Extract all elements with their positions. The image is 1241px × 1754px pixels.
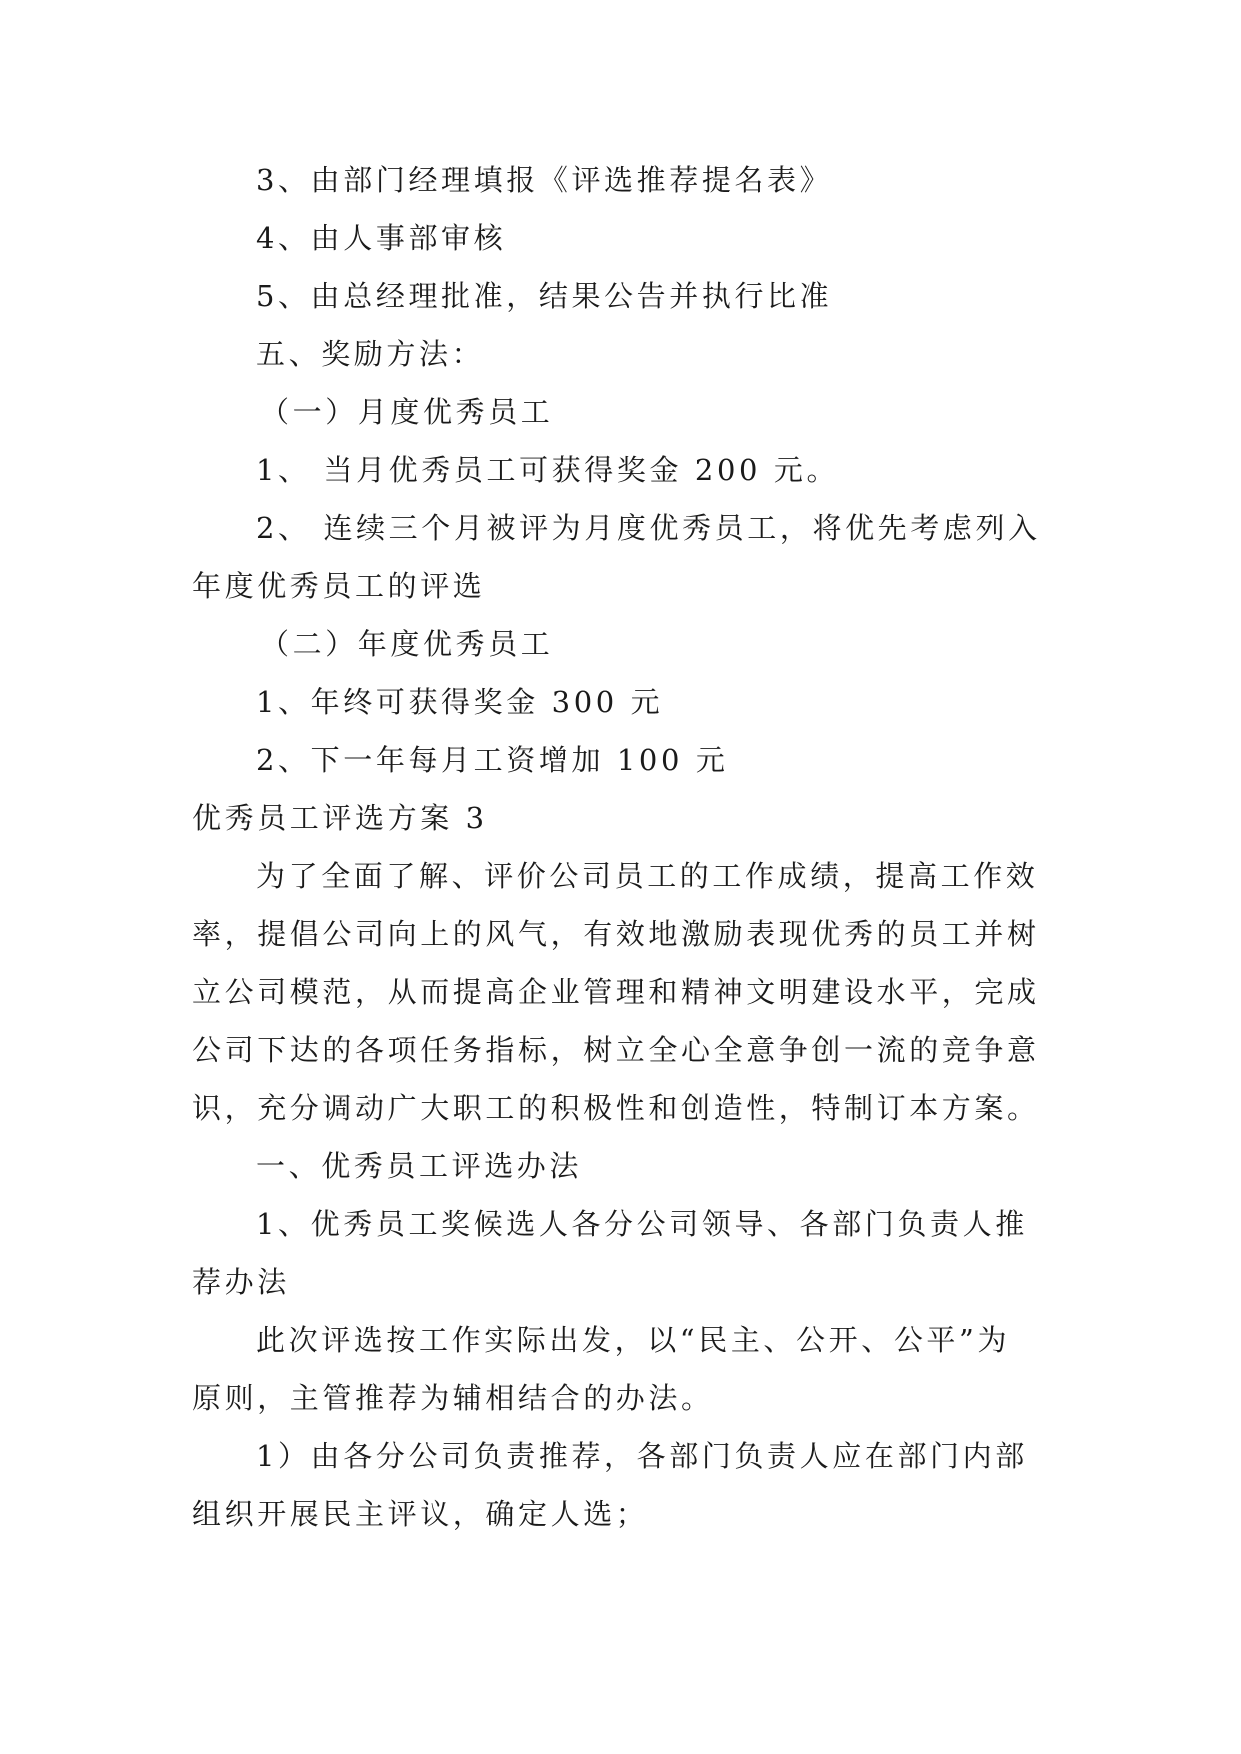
section-heading: 一、优秀员工评选办法 xyxy=(256,1149,583,1183)
text-line: 公司下达的各项任务指标，树立全心全意争创一流的竞争意 xyxy=(192,1033,1040,1067)
document-title: 优秀员工评选方案 3 xyxy=(192,801,488,835)
text-line: 此次评选按工作实际出发，以“民主、公开、公平”为 xyxy=(256,1323,1011,1357)
text-line: 识，充分调动广大职工的积极性和创造性，特制订本方案。 xyxy=(192,1091,1040,1125)
text-line: 原则，主管推荐为辅相结合的办法。 xyxy=(192,1381,714,1415)
text-line: 立公司模范，从而提高企业管理和精神文明建设水平，完成 xyxy=(192,975,1040,1009)
text-line: 率，提倡公司向上的风气，有效地激励表现优秀的员工并树 xyxy=(192,917,1040,951)
text-line: 3、由部门经理填报《评选推荐提名表》 xyxy=(256,163,833,197)
text-line: 组织开展民主评议，确定人选； xyxy=(192,1497,649,1531)
text-line: 2、 连续三个月被评为月度优秀员工，将优先考虑列入 xyxy=(256,511,1041,545)
text-line: 荐办法 xyxy=(192,1265,290,1299)
text-line: 4、由人事部审核 xyxy=(256,221,507,255)
text-line: 2、下一年每月工资增加 100 元 xyxy=(256,743,729,777)
text-line: 1、优秀员工奖候选人各分公司领导、各部门负责人推 xyxy=(256,1207,1028,1241)
text-line: 5、由总经理批准，结果公告并执行比准 xyxy=(256,279,833,313)
text-line: 年度优秀员工的评选 xyxy=(192,569,486,603)
subsection-heading: （二）年度优秀员工 xyxy=(260,627,554,661)
text-line: 1、年终可获得奖金 300 元 xyxy=(256,685,664,719)
document-body xyxy=(192,151,1072,1543)
text-line: 为了全面了解、评价公司员工的工作成绩，提高工作效 xyxy=(256,859,1039,893)
text-line: 1）由各分公司负责推荐，各部门负责人应在部门内部 xyxy=(256,1439,1028,1473)
text-line: 1、 当月优秀员工可获得奖金 200 元。 xyxy=(256,453,840,487)
subsection-heading: （一）月度优秀员工 xyxy=(260,395,554,429)
section-heading: 五、奖励方法： xyxy=(256,337,485,371)
